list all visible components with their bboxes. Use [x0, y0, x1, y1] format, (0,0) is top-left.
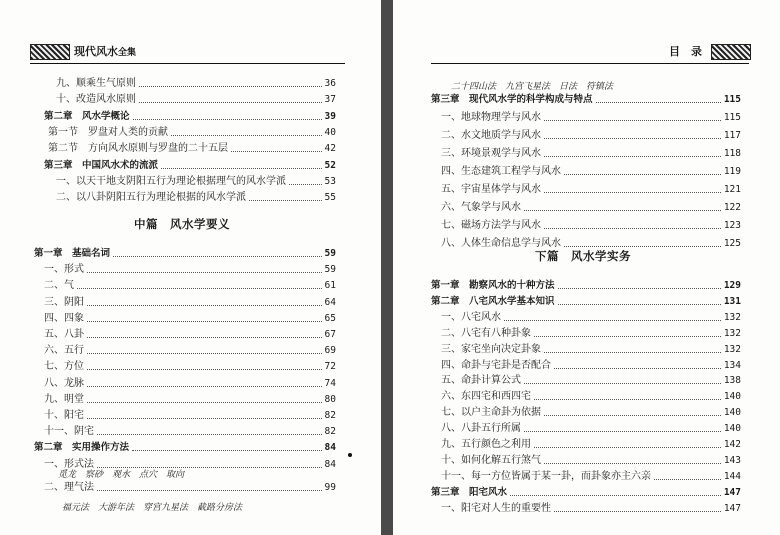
toc-item-row — [44, 174, 336, 188]
toc-leader-dots — [544, 192, 721, 193]
toc-page-number: 143 — [723, 454, 741, 466]
toc-entry-label: 八、龙脉 — [44, 377, 84, 389]
toc-item-row — [34, 359, 336, 373]
toc-item-row — [431, 342, 741, 356]
toc-entry-label: 一、阳宅对人生的重要性 — [441, 502, 551, 514]
toc-entry-label: 二、水文地质学与风水 — [441, 130, 541, 141]
toc-item-row — [431, 437, 741, 451]
toc-item-row — [431, 421, 741, 435]
toc-page-number: 115 — [723, 94, 741, 105]
toc-entry-label: 五、八卦 — [44, 329, 84, 340]
toc-item-row — [34, 376, 336, 390]
toc-item-row — [34, 311, 336, 325]
toc-leader-dots — [87, 402, 322, 403]
toc-entry-label: 二、气 — [44, 280, 74, 292]
toc-page-number: 122 — [723, 202, 741, 213]
toc-entry-label: 一、八宅风水 — [441, 311, 501, 323]
toc-item-row — [431, 501, 741, 515]
left-subtopics-2: 福元法 大游年法 穿宫九星法 截路分房法 — [62, 503, 243, 513]
toc-leader-dots — [87, 321, 322, 322]
toc-leader-dots — [133, 119, 322, 120]
toc-leader-dots — [558, 304, 721, 305]
toc-page-number: 140 — [723, 391, 741, 403]
toc-leader-dots — [524, 431, 721, 432]
toc-page-number: 119 — [723, 166, 741, 177]
toc-leader-dots — [231, 151, 322, 152]
toc-item-row — [34, 392, 336, 406]
toc-leader-dots — [289, 184, 322, 185]
toc-entry-label: 九、顺乘生气原则 — [56, 78, 136, 89]
toc-page-number: 134 — [723, 359, 741, 371]
toc-entry-label: 三、环境景观学与风水 — [441, 148, 541, 159]
left-header — [30, 40, 345, 62]
toc-entry-label: 八、八卦五行所属 — [441, 423, 521, 435]
toc-page-number: 140 — [723, 407, 741, 419]
toc-leader-dots — [524, 383, 721, 384]
toc-entry-label: 十一、每一方位皆属于某一卦，而卦象亦主六亲 — [441, 470, 651, 482]
toc-leader-dots — [113, 256, 322, 257]
toc-page-number: 52 — [324, 159, 336, 171]
toc-page-number: 121 — [723, 184, 741, 195]
toc-item-row — [431, 182, 741, 196]
toc-page-number: 36 — [324, 78, 336, 89]
toc-entry-label: 十、如何化解五行煞气 — [441, 454, 541, 466]
toc-leader-dots — [87, 305, 322, 306]
toc-leader-dots — [534, 399, 721, 400]
toc-leader-dots — [544, 156, 721, 157]
toc-item-row — [431, 110, 741, 124]
toc-chapter-row — [44, 109, 336, 123]
toc-leader-dots — [87, 418, 322, 419]
toc-leader-dots — [544, 138, 721, 139]
toc-page-number: 118 — [723, 148, 741, 159]
left-part-title: 中篇 风水学要义 — [134, 217, 230, 231]
toc-entry-label: 第三章 阳宅风水 — [431, 486, 508, 498]
toc-page-number: 125 — [723, 238, 741, 249]
toc-item-row — [44, 480, 336, 494]
toc-leader-dots — [544, 463, 721, 464]
toc-chapter-row — [34, 440, 336, 454]
toc-entry-label: 九、明堂 — [44, 393, 84, 405]
toc-leader-dots — [87, 386, 322, 387]
toc-page-number: 132 — [723, 327, 741, 339]
toc-page-number: 140 — [723, 423, 741, 435]
toc-item-row — [431, 200, 741, 214]
toc-leader-dots — [87, 272, 322, 273]
toc-leader-dots — [544, 352, 721, 353]
toc-leader-dots — [161, 168, 322, 169]
toc-leader-dots — [524, 210, 721, 211]
toc-entry-label: 第一章 勘察风水的十种方法 — [431, 280, 555, 291]
toc-page-number: 129 — [723, 280, 741, 291]
toc-item-row — [431, 310, 741, 324]
toc-page-number: 67 — [324, 329, 336, 340]
toc-item-row — [431, 373, 741, 387]
toc-page-number: 131 — [723, 295, 741, 307]
toc-leader-dots — [87, 369, 322, 370]
toc-leader-dots — [139, 102, 322, 103]
toc-entry-label: 一、形式法 — [44, 458, 94, 470]
toc-entry-label: 五、宇宙星体学与风水 — [441, 184, 541, 195]
stray-mark — [348, 453, 352, 457]
toc-item-row — [431, 128, 741, 142]
toc-entry-label: 八、人体生命信息学与风水 — [441, 238, 561, 249]
toc-page-number: 138 — [723, 375, 741, 387]
toc-entry-label: 五、命卦计算公式 — [441, 375, 521, 387]
toc-item-row — [431, 453, 741, 467]
left-page — [0, 0, 381, 535]
toc-page-number: 65 — [324, 312, 336, 324]
toc-page-number: 82 — [324, 426, 336, 438]
toc-leader-dots — [564, 174, 721, 175]
right-header — [431, 40, 749, 62]
toc-entry-label: 第三章 现代风水学的科学构成与特点 — [431, 94, 593, 105]
toc-entry-label: 三、阴阳 — [44, 296, 84, 308]
toc-page-number: 59 — [324, 264, 336, 276]
toc-page-number: 84 — [324, 458, 336, 470]
toc-entry-label: 第二节 方向风水原则与罗盘的二十五层 — [48, 143, 228, 155]
toc-entry-label: 四、生态建筑工程学与风水 — [441, 166, 561, 177]
left-header-title-text: 现代风水 — [74, 45, 118, 58]
toc-item-row — [34, 262, 336, 276]
toc-page-number: 147 — [723, 486, 741, 498]
toc-entry-label: 七、方位 — [44, 361, 84, 373]
right-header-rule — [431, 63, 749, 64]
toc-page-number: 40 — [324, 126, 336, 138]
toc-item-row — [431, 326, 741, 340]
toc-item-row — [44, 76, 336, 90]
toc-page-number: 80 — [324, 393, 336, 405]
toc-entry-label: 十、阳宅 — [44, 410, 84, 421]
toc-item-row — [34, 295, 336, 309]
toc-section-row — [44, 125, 336, 139]
toc-page-number: 99 — [324, 482, 336, 493]
toc-page-number: 147 — [723, 502, 741, 514]
toc-page-number: 115 — [723, 112, 741, 123]
toc-item-row — [34, 424, 336, 438]
toc-item-row — [431, 146, 741, 160]
toc-item-row — [431, 405, 741, 419]
toc-leader-dots — [596, 102, 721, 103]
left-subtopics-1: 觅龙 察砂 观水 点穴 取向 — [58, 470, 185, 480]
toc-chapter-row — [431, 278, 741, 292]
toc-page-number: 42 — [324, 143, 336, 155]
toc-chapter-row — [431, 485, 741, 499]
toc-entry-label: 第一节 罗盘对人类的贡献 — [48, 126, 168, 138]
toc-item-row — [34, 327, 336, 341]
toc-entry-label: 第二章 风水学概论 — [44, 110, 130, 122]
toc-entry-label: 二、八宅有八种卦象 — [441, 327, 531, 339]
toc-page-number: 64 — [324, 296, 336, 308]
toc-leader-dots — [654, 479, 721, 480]
toc-page-number: 37 — [324, 94, 336, 106]
right-header-title: 目 录 — [669, 45, 702, 58]
toc-page-number: 144 — [723, 470, 741, 482]
toc-entry-label: 第三章 中国风水术的流派 — [44, 159, 159, 171]
header-ornament-icon — [711, 44, 751, 60]
toc-item-row — [431, 389, 741, 403]
toc-page-number: 53 — [324, 175, 336, 187]
toc-chapter-row — [431, 294, 741, 308]
toc-entry-label: 第一章 基础名词 — [34, 248, 111, 259]
toc-entry-label: 七、磁场方法学与风水 — [441, 220, 541, 231]
toc-item-row — [431, 358, 741, 372]
toc-page-number: 82 — [324, 410, 336, 421]
toc-leader-dots — [544, 120, 721, 121]
toc-entry-label: 三、家宅坐向决定卦象 — [441, 343, 541, 355]
toc-item-row — [431, 218, 741, 232]
toc-leader-dots — [87, 353, 322, 354]
toc-leader-dots — [87, 337, 322, 338]
toc-entry-label: 六、东四宅和西四宅 — [441, 391, 531, 403]
toc-chapter-row — [44, 158, 336, 172]
toc-leader-dots — [77, 288, 322, 289]
toc-leader-dots — [504, 320, 721, 321]
toc-entry-label: 一、形式 — [44, 264, 84, 276]
toc-item-row — [34, 408, 336, 422]
toc-page-number: 117 — [723, 130, 741, 141]
toc-leader-dots — [171, 135, 322, 136]
toc-entry-label: 十、改造风水原则 — [56, 94, 136, 106]
toc-entry-label: 十一、阴宅 — [44, 426, 94, 438]
toc-entry-label: 九、五行颜色之利用 — [441, 439, 531, 450]
toc-chapter-row — [431, 92, 741, 106]
left-header-rule — [30, 63, 345, 64]
toc-item-row — [34, 278, 336, 292]
left-header-title-suffix: 全集 — [118, 48, 137, 58]
toc-entry-label: 六、气象学与风水 — [441, 202, 521, 213]
toc-leader-dots — [139, 86, 322, 87]
toc-leader-dots — [132, 450, 322, 451]
toc-leader-dots — [554, 368, 721, 369]
toc-entry-label: 七、以户主命卦为依据 — [441, 407, 541, 419]
toc-leader-dots — [534, 336, 721, 337]
toc-section-row — [44, 141, 336, 155]
toc-item-row — [34, 343, 336, 357]
toc-leader-dots — [97, 434, 322, 435]
header-ornament-icon — [30, 44, 70, 60]
toc-item-row — [431, 469, 741, 483]
toc-page-number: 123 — [723, 220, 741, 231]
toc-leader-dots — [534, 447, 721, 448]
toc-page-number: 74 — [324, 377, 336, 389]
toc-entry-label: 一、地球物理学与风水 — [441, 112, 541, 123]
toc-entry-label: 第二章 八宅风水学基本知识 — [431, 295, 555, 307]
right-page — [393, 0, 780, 535]
toc-page-number: 72 — [324, 361, 336, 373]
right-subtopics-top: 二十四山法 九宫飞星法 日法 符镇法 — [451, 82, 614, 92]
toc-entry-label: 四、四象 — [44, 312, 84, 324]
toc-item-row — [44, 190, 336, 204]
right-part-title: 下篇 风水学实务 — [535, 249, 631, 263]
toc-entry-label: 第二章 实用操作方法 — [34, 442, 130, 454]
toc-leader-dots — [97, 490, 322, 491]
toc-page-number: 55 — [324, 192, 336, 204]
toc-page-number: 69 — [324, 345, 336, 357]
toc-leader-dots — [564, 246, 721, 247]
toc-leader-dots — [249, 200, 322, 201]
toc-page-number: 59 — [324, 248, 336, 259]
toc-leader-dots — [554, 511, 721, 512]
toc-entry-label: 六、五行 — [44, 345, 84, 357]
toc-leader-dots — [510, 495, 721, 496]
toc-leader-dots — [544, 415, 721, 416]
toc-item-row — [431, 164, 741, 178]
toc-chapter-row — [34, 246, 336, 260]
toc-page-number: 132 — [723, 343, 741, 355]
toc-page-number: 39 — [324, 110, 336, 122]
toc-page-number: 132 — [723, 311, 741, 323]
toc-entry-label: 二、以八卦阴阳五行为理论根据的风水学派 — [56, 192, 246, 204]
toc-item-row — [44, 92, 336, 106]
toc-page-number: 142 — [723, 439, 741, 450]
toc-entry-label: 四、命卦与宅卦是否配合 — [441, 359, 551, 371]
toc-entry-label: 一、以天干地支阴阳五行为理论根据理气的风水学派 — [56, 175, 286, 187]
toc-leader-dots — [544, 228, 721, 229]
left-header-title — [74, 43, 136, 59]
toc-leader-dots — [558, 288, 721, 289]
toc-entry-label: 二、理气法 — [44, 482, 94, 493]
toc-page-number: 61 — [324, 280, 336, 292]
toc-page-number: 84 — [324, 442, 336, 454]
